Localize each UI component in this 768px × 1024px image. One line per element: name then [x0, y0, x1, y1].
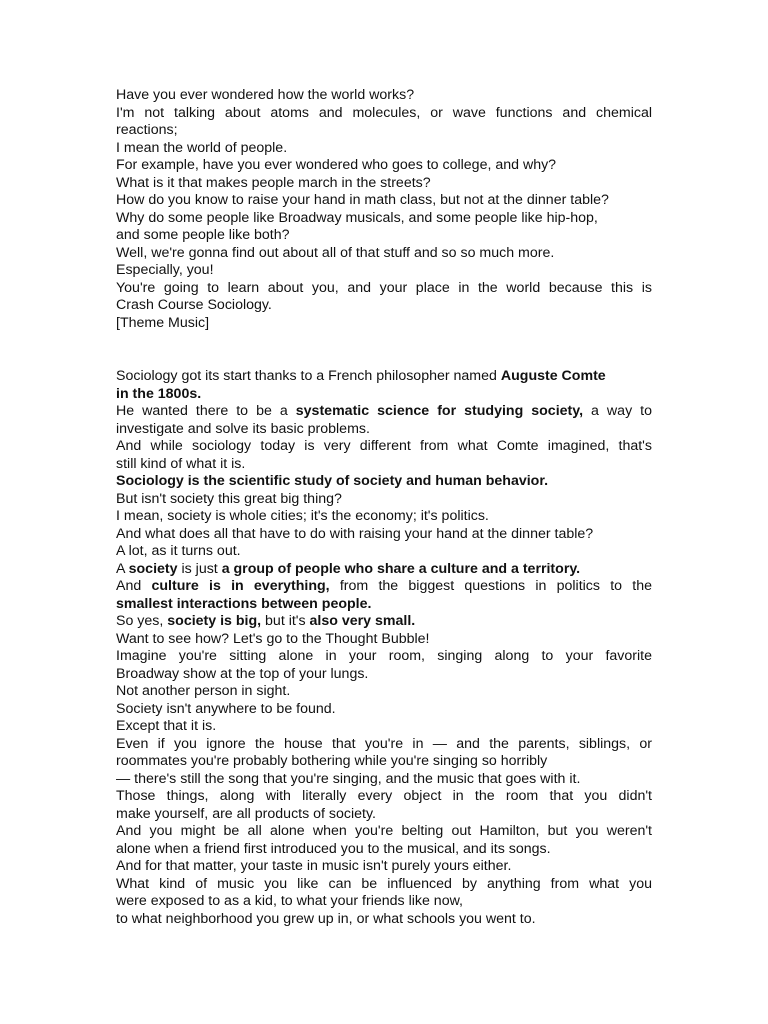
text-line: But isn't society this great big thing? — [116, 490, 342, 507]
text-line: And you might be all alone when you're belting out Hamilton, but you weren't — [116, 823, 652, 839]
text-line: roommates you're probably bothering while you're singing so horribly — [116, 753, 548, 769]
text-line: For example, have you ever wondered who goes to college, and why? — [116, 157, 557, 173]
text-line: were exposed to as a kid, to what your friends like now, — [116, 893, 463, 909]
text-line — [116, 403, 652, 421]
bold-term: Auguste Comte — [500, 368, 606, 384]
text-line: Have you ever wondered how the world works? — [116, 87, 415, 103]
text-run: A — [116, 560, 129, 577]
bold-term: Sociology is the scientific study of society and human behavior. — [116, 473, 549, 489]
text-line — [116, 368, 652, 386]
text-line — [116, 386, 652, 404]
text-line: I mean the world of people. — [116, 139, 288, 156]
text-line: Those things, along with literally every object in the room that you didn't — [116, 788, 652, 804]
text-line: Broadway show at the top of your lungs. — [116, 665, 369, 682]
text-line: Crash Course Sociology. — [116, 297, 272, 313]
text-line: alone when a friend first introduced you to the musical, and its songs. — [116, 840, 551, 857]
text-run: but it's — [261, 613, 310, 629]
text-run: So yes, — [116, 613, 168, 629]
text-line: Society isn't anywhere to be found. — [116, 700, 336, 717]
text-run: a way to — [583, 403, 653, 419]
bold-term: smallest interactions between people. — [116, 595, 372, 612]
body-section — [116, 368, 652, 928]
text-line: How do you know to raise your hand in math class, but not at the dinner table? — [116, 192, 609, 208]
text-run: And — [116, 578, 152, 594]
text-line: And what does all that have to do with raising your hand at the dinner table? — [116, 525, 594, 542]
bold-term: society is big, — [167, 613, 262, 629]
text-line: Want to see how? Let's go to the Thought Bubble! — [116, 630, 430, 647]
text-line: [Theme Music] — [116, 314, 210, 331]
text-line: And for that matter, your taste in music isn't purely yours either. — [116, 858, 512, 874]
text-line: And while sociology today is very different from what Comte imagined, that's — [116, 438, 652, 454]
text-run: He wanted there to be a — [116, 403, 296, 419]
text-line — [116, 561, 652, 579]
text-run: Sociology got its start thanks to a French philosopher named — [116, 368, 501, 384]
text-line — [116, 578, 652, 596]
bold-term: also very small. — [309, 613, 416, 629]
intro-section — [116, 87, 652, 332]
text-line — [116, 613, 652, 631]
text-line — [116, 596, 652, 614]
text-line: What kind of music you like can be influenced by anything from what you — [116, 875, 652, 892]
text-line: Well, we're gonna find out about all of that stuff and so so much more. — [116, 244, 555, 261]
text-line: A lot, as it turns out. — [116, 543, 241, 559]
text-line: reactions; — [116, 122, 178, 138]
text-line: Not another person in sight. — [116, 683, 291, 699]
text-line: and some people like both? — [116, 227, 290, 243]
text-line: You're going to learn about you, and your place in the world because this is — [116, 279, 652, 296]
text-line: — there's still the song that you're singing, and the music that goes with it. — [116, 770, 581, 787]
text-run: from the biggest questions in politics to the — [329, 578, 652, 594]
text-run: is just — [177, 560, 222, 577]
bold-term: culture is in everything, — [151, 578, 330, 594]
text-line: still kind of what it is. — [116, 455, 246, 472]
text-line — [116, 473, 652, 491]
text-line: I'm not talking about atoms and molecules, or wave functions and chemical — [116, 104, 652, 121]
text-line: investigate and solve its basic problems. — [116, 420, 370, 437]
text-line: Except that it is. — [116, 718, 217, 734]
text-line: Why do some people like Broadway musicals, and some people like hip-hop, — [116, 209, 598, 226]
text-line: I mean, society is whole cities; it's the economy; it's politics. — [116, 508, 489, 524]
bold-term: in the 1800s. — [116, 385, 202, 402]
text-line: Imagine you're sitting alone in your room, singing along to your favorite — [116, 648, 652, 664]
bold-term: a group of people who share a culture and a territory. — [221, 560, 581, 577]
text-line: Even if you ignore the house that you're in — and the parents, siblings, or — [116, 735, 652, 752]
bold-term: society — [128, 560, 178, 577]
bold-term: systematic science for studying society, — [295, 403, 584, 419]
text-line: to what neighborhood you grew up in, or what schools you went to. — [116, 910, 536, 927]
text-line: make yourself, are all products of society. — [116, 805, 376, 822]
text-line: What is it that makes people march in the streets? — [116, 174, 431, 191]
text-line: Especially, you! — [116, 262, 214, 278]
